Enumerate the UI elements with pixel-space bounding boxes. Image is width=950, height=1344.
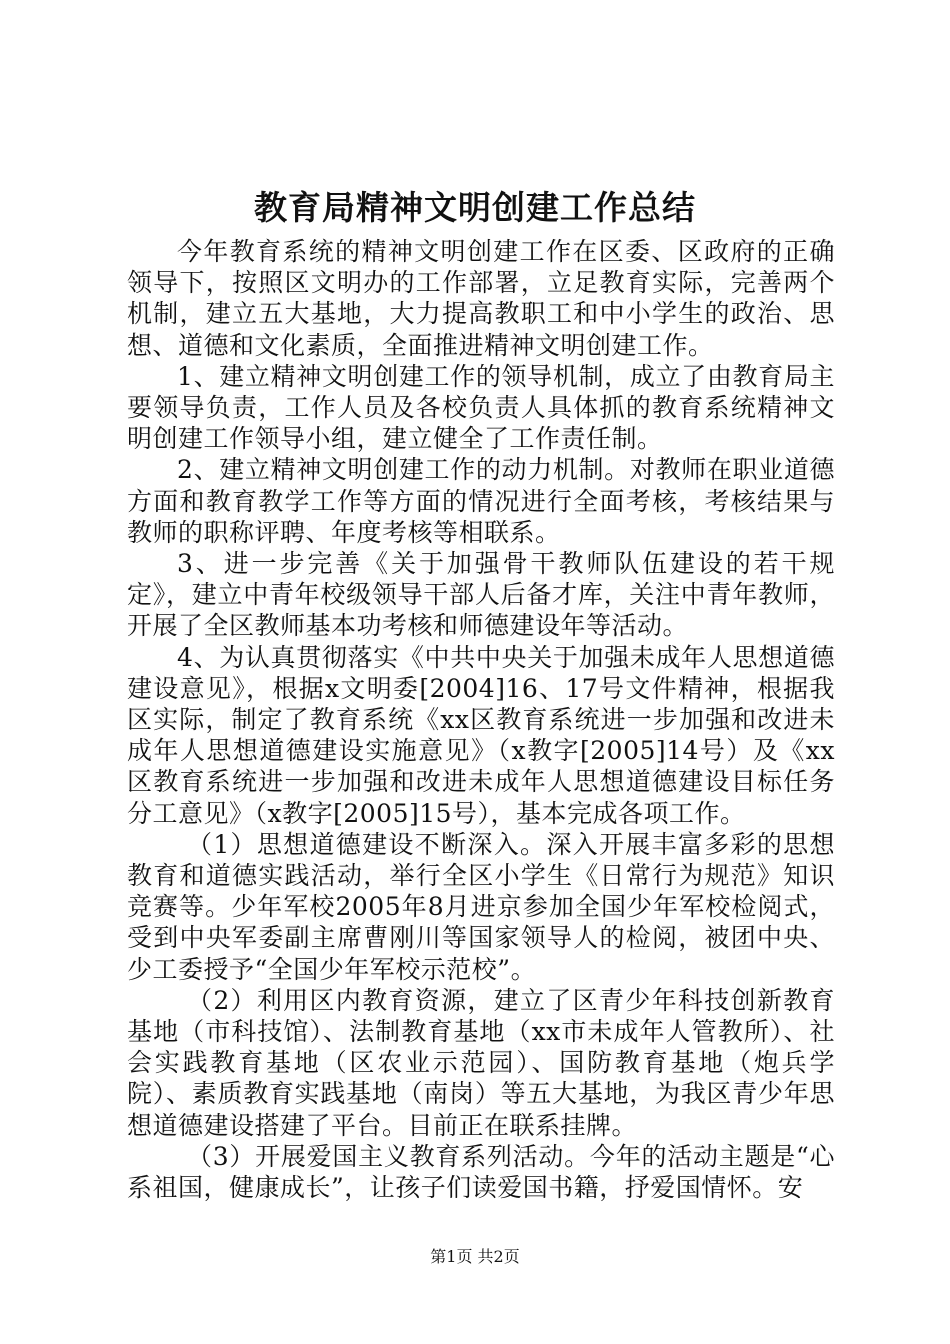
paragraph-item-4: 4、为认真贯彻落实《中共中央关于加强未成年人思想道德建设意见》，根据x文明委[2004]16、17号文件精神，根据我区实际，制定了教育系统《xx区教育系统进一步加强和改进未成年人思想道德建设实施意见》（x教字[2005]14号）及《xx区教育系统进一步加强和改进未成年人思想道德建设目标任务分工意见》（x教字[2005]15号），基本完成各项工作。 [127,642,835,828]
page-footer: 第1页 共2页 [430,1247,520,1266]
paragraph-intro: 今年教育系统的精神文明创建工作在区委、区政府的正确领导下，按照区文明办的工作部署，立足教育实际，完善两个机制，建立五大基地，大力提高教职工和中小学生的政治、思想、道德和文化素质，全面推进精神文明创建工作。 [127,237,835,360]
document-title: 教育局精神文明创建工作总结 [254,188,696,227]
paragraph-item-1: 1、建立精神文明创建工作的领导机制，成立了由教育局主要领导负责，工作人员及各校负责人具体抓的教育系统精神文明创建工作领导小组，建立健全了工作责任制。 [127,361,835,454]
paragraph-subitem-3: （3）开展爱国主义教育系列活动。今年的活动主题是“心系祖国，健康成长”，让孩子们读爱国书籍，抒爱国情怀。安 [127,1141,835,1203]
paragraph-item-2: 2、建立精神文明创建工作的动力机制。对教师在职业道德方面和教育教学工作等方面的情况进行全面考核，考核结果与教师的职称评聘、年度考核等相联系。 [127,455,835,547]
document-body [127,236,835,1203]
paragraph-item-3: 3、进一步完善《关于加强骨干教师队伍建设的若干规定》，建立中青年校级领导干部人后备才库，关注中青年教师，开展了全区教师基本功考核和师德建设年等活动。 [127,549,835,641]
paragraph-subitem-1: （1）思想道德建设不断深入。深入开展丰富多彩的思想教育和道德实践活动，举行全区小学生《日常行为规范》知识竞赛等。少年军校2005年8月进京参加全国少年军校检阅式，受到中央军委副主席曹刚川等国家领导人的检阅，被团中央、少工委授予“全国少年军校示范校”。 [127,829,835,984]
paragraph-subitem-2: （2）利用区内教育资源，建立了区青少年科技创新教育基地（市科技馆）、法制教育基地（xx市未成年人管教所）、社会实践教育基地（区农业示范园）、国防教育基地（炮兵学院）、素质教育实践基地（南岗）等五大基地，为我区青少年思想道德建设搭建了平台。目前正在联系挂牌。 [127,985,835,1140]
